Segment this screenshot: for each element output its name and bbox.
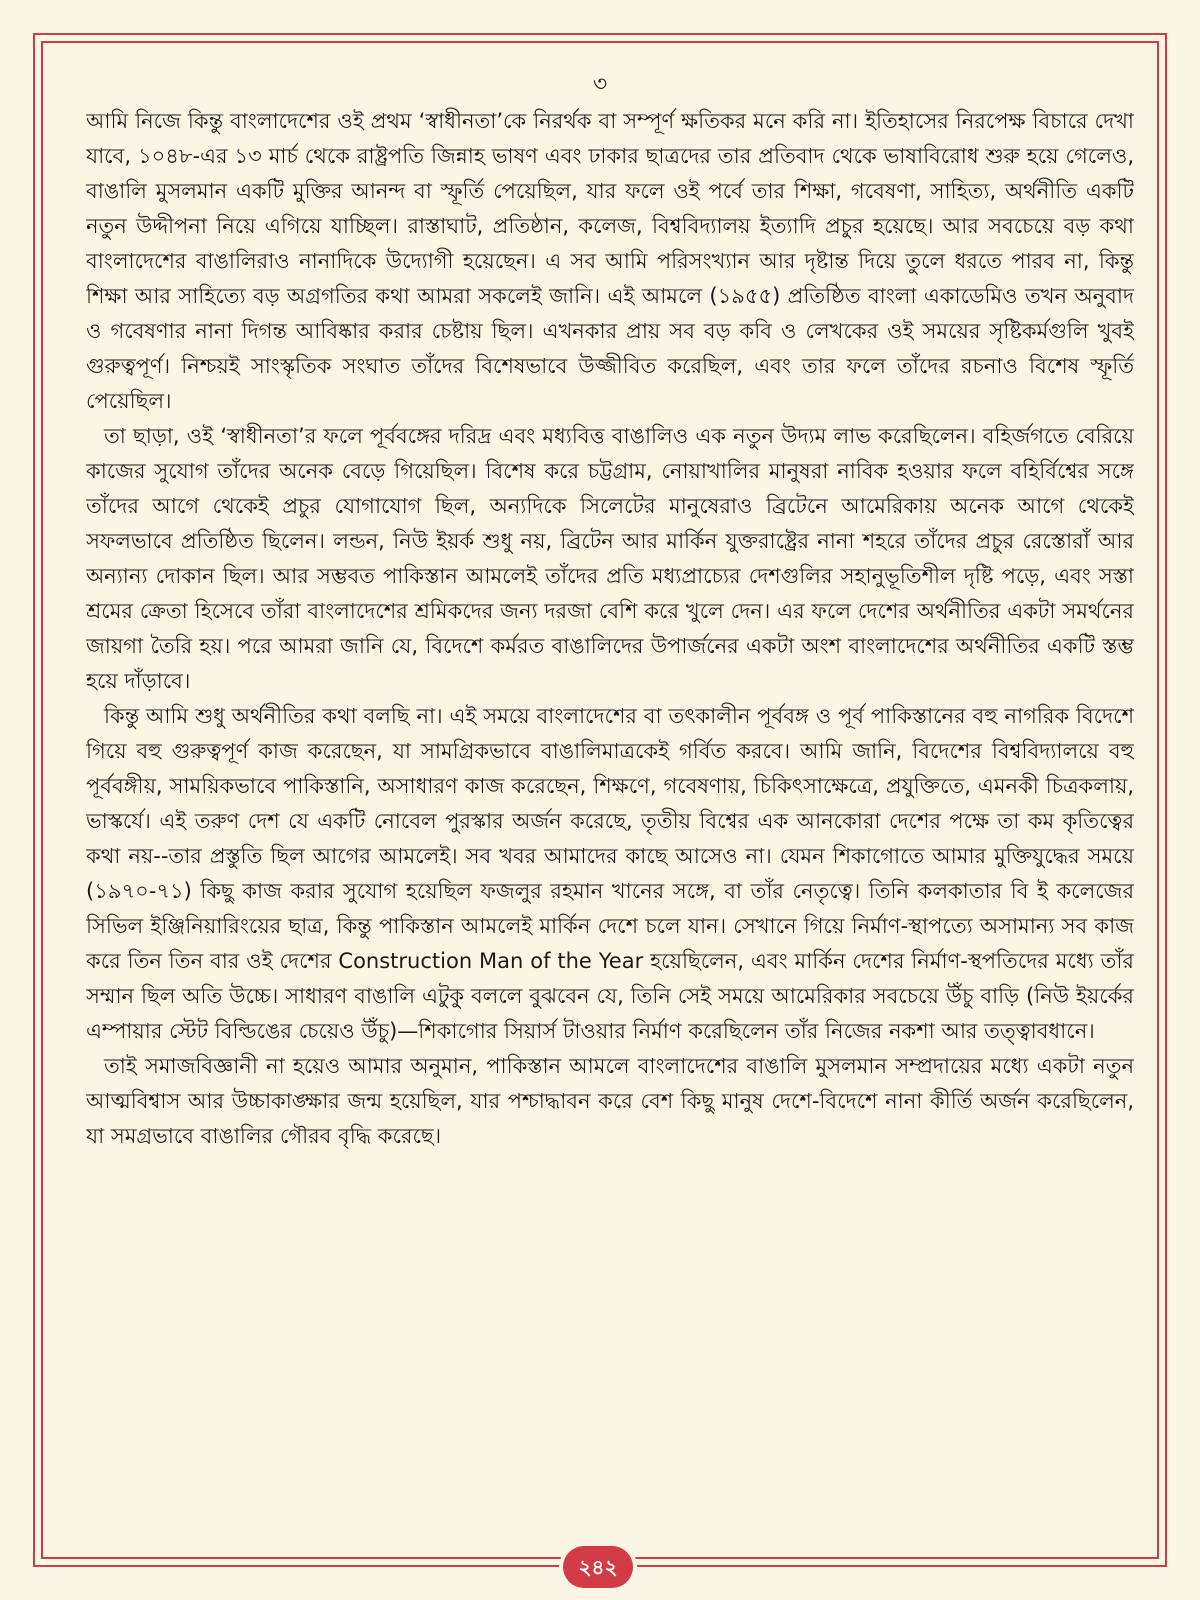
page-number-badge: ২৪২ [563,1546,633,1588]
paragraph-1: আমি নিজে কিন্তু বাংলাদেশের ওই প্রথম ‘স্বাধীনতা’কে নিরর্থক বা সম্পূর্ণ ক্ষতিকর মনে করি না। ইতিহাসের নিরপেক্ষ বিচারে দেখা যাবে, ১০৪৮-এর ১৩ মার্চ থেকে রাষ্ট্রপতি জিন্নাহ ভাষণ এবং ঢাকার ছাত্রদের তার প্রতিবাদ থেকে ভাষাবিরোধ শুরু হয়ে গেলেও, বাঙালি মুসলমান একটি মুক্তির আনন্দ বা স্ফূর্তি পেয়েছিল, যার ফলে ওই পর্বে তার শিক্ষা, গবেষণা, সাহিত্য, অর্থনীতি একটি নতুন উদ্দীপনা নিয়ে এগিয়ে যাচ্ছিল। রাস্তাঘাট, প্রতিষ্ঠান, কলেজ, বিশ্ববিদ্যালয় ইত্যাদি প্রচুর হয়েছে। আর সবচেয়ে বড় কথা বাংলাদেশের বাঙালিরাও নানাদিকে উদ্যোগী হয়েছেন। এ সব আমি পরিসংখ্যান আর দৃষ্টান্ত দিয়ে তুলে ধরতে পারব না, কিন্তু শিক্ষা আর সাহিত্যে বড় অগ্রগতির কথা আমরা সকলেই জানি। এই আমলে (১৯৫৫) প্রতিষ্ঠিত বাংলা একাডেমিও তখন অনুবাদ ও গবেষণার নানা দিগন্ত আবিষ্কার করার চেষ্টায় ছিল। এখনকার প্রায় সব বড় কবি ও লেখকের ওই সময়ের সৃষ্টিকর্মগুলি খুবই গুরুত্বপূর্ণ। নিশ্চয়ই সাংস্কৃতিক সংঘাত তাঁদের বিশেষভাবে উজ্জীবিত করেছিল, এবং তার ফলে তাঁদের রচনাও বিশেষ স্ফূর্তি পেয়েছিল। [86,109,1134,413]
paragraph-3: কিন্তু আমি শুধু অর্থনীতির কথা বলছি না। এই সময়ে বাংলাদেশের বা তৎকালীন পূর্ববঙ্গ ও পূর্ব পাকিস্তানের বহু নাগরিক বিদেশে গিয়ে বহু গুরুত্বপূর্ণ কাজ করেছেন, যা সামগ্রিকভাবে বাঙালিমাত্রকেই গর্বিত করবে। আমি জানি, বিদেশের বিশ্ববিদ্যালয়ে বহু পূর্ববঙ্গীয়, সাময়িকভাবে পাকিস্তানি, অসাধারণ কাজ করেছেন, শিক্ষণে, গবেষণায়, চিকিৎসাক্ষেত্রে, প্রযুক্তিতে, এমনকী চিত্রকলায়, ভাস্কর্যে। এই তরুণ দেশ যে একটি নোবেল পুরস্কার অর্জন করেছে, তৃতীয় বিশ্বের এক আনকোরা দেশের পক্ষে তা কম কৃতিত্বের কথা নয়--তার প্রস্তুতি ছিল আগের আমলেই। সব খবর আমাদের কাছে আসেও না। যেমন শিকাগোতে আমার মুক্তিযুদ্ধের সময়ে (১৯৭০-৭১) কিছু কাজ করার সুযোগ হয়েছিল ফজলুর রহমান খানের সঙ্গে, বা তাঁর নেতৃত্বে। তিনি কলকাতার বি ই কলেজের সিভিল ইঞ্জিনিয়ারিংয়ের ছাত্র, কিন্তু পাকিস্তান আমলেই মার্কিন দেশে চলে যান। সেখানে গিয়ে নির্মাণ-স্থাপত্যে অসামান্য সব কাজ করে তিন তিন বার ওই দেশের Construction Man of the Year হয়েছিলেন, এবং মার্কিন দেশের নির্মাণ-স্থপতিদের মধ্যে তাঁর সম্মান ছিল অতি উচ্চে। সাধারণ বাঙালি এটুকু বললে বুঝবেন যে, তিনি সেই সময়ে আমেরিকার সবচেয়ে উঁচু বাড়ি (নিউ ইয়র্কের এম্পায়ার স্টেট বিল্ডিঙের চেয়েও উঁচু)—শিকাগোর সিয়ার্স টাওয়ার নির্মাণ করেছিলেন তাঁর নিজের নকশা আর তত্ত্বাবধানে। [86,704,1134,1043]
article-body [86,104,1134,1434]
section-number: ৩ [592,72,608,97]
paragraph-2: তা ছাড়া, ওই ‘স্বাধীনতা’র ফলে পূর্ববঙ্গের দরিদ্র এবং মধ্যবিত্ত বাঙালিও এক নতুন উদ্যম লাভ করেছিলেন। বহির্জগতে বেরিয়ে কাজের সুযোগ তাঁদের অনেক বেড়ে গিয়েছিল। বিশেষ করে চট্টগ্রাম, নোয়াখালির মানুষরা নাবিক হওয়ার ফলে বহির্বিশ্বের সঙ্গে তাঁদের আগে থেকেই প্রচুর যোগাযোগ ছিল, অন্যদিকে সিলেটের মানুষেরাও ব্রিটেনে আমেরিকায় অনেক আগে থেকেই সফলভাবে প্রতিষ্ঠিত ছিলেন। লন্ডন, নিউ ইয়র্ক শুধু নয়, ব্রিটেন আর মার্কিন যুক্তরাষ্ট্রের নানা শহরে তাঁদের প্রচুর রেস্তোরাঁ আর অন্যান্য দোকান ছিল। আর সম্ভবত পাকিস্তান আমলেই তাঁদের প্রতি মধ্যপ্রাচ্যের দেশগুলির সহানুভূতিশীল দৃষ্টি পড়ে, এবং সস্তা শ্রমের ক্রেতা হিসেবে তাঁরা বাংলাদেশের শ্রমিকদের জন্য দরজা বেশি করে খুলে দেন। এর ফলে দেশের অর্থনীতির একটা সমর্থনের জায়গা তৈরি হয়। পরে আমরা জানি যে, বিদেশে কর্মরত বাঙালিদের উপার্জনের একটা অংশ বাংলাদেশের অর্থনীতির একটি স্তম্ভ হয়ে দাঁড়াবে। [86,424,1134,693]
paragraph-4: তাই সমাজবিজ্ঞানী না হয়েও আমার অনুমান, পাকিস্তান আমলে বাংলাদেশের বাঙালি মুসলমান সম্প্রদায়ের মধ্যে একটা নতুন আত্মবিশ্বাস আর উচ্চাকাঙ্ক্ষার জন্ম হয়েছিল, যার পশ্চাদ্ধাবন করে বেশ কিছু মানুষ দেশে-বিদেশে নানা কীর্তি অর্জন করেছিলেন, যা সমগ্রভাবে বাঙালির গৌরব বৃদ্ধি করেছে। [86,1054,1134,1148]
